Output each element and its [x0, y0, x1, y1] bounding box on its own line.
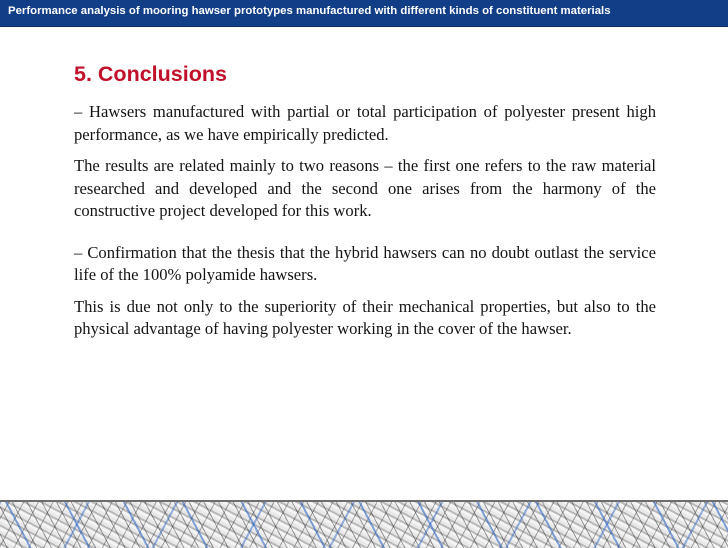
section-heading: 5. Conclusions: [74, 62, 227, 86]
header-bar: [0, 0, 728, 27]
slide-header-title: Performance analysis of mooring hawser prototypes manufactured with different kinds of constituent materials: [8, 5, 611, 17]
rope-blue-strands: [0, 502, 728, 548]
rope-texture-footer: [0, 500, 728, 548]
conclusion-paragraph-4: This is due not only to the superiority of their mechanical properties, but also to the physical advantage of having polyester working in the cover of the hawser.: [74, 296, 656, 338]
conclusion-paragraph-3: – Confirmation that the thesis that the hybrid hawsers can no doubt outlast the service life of the 100% polyamide hawsers.: [74, 242, 656, 284]
conclusion-paragraph-2: The results are related mainly to two reasons – the first one refers to the raw material researched and developed and the second one arises from the harmony of the constructive project developed for this work.: [74, 156, 656, 220]
conclusion-paragraph-1: – Hawsers manufactured with partial or total participation of polyester present high performance, as we have empirically predicted.: [74, 102, 656, 144]
slide-content: [74, 62, 656, 341]
